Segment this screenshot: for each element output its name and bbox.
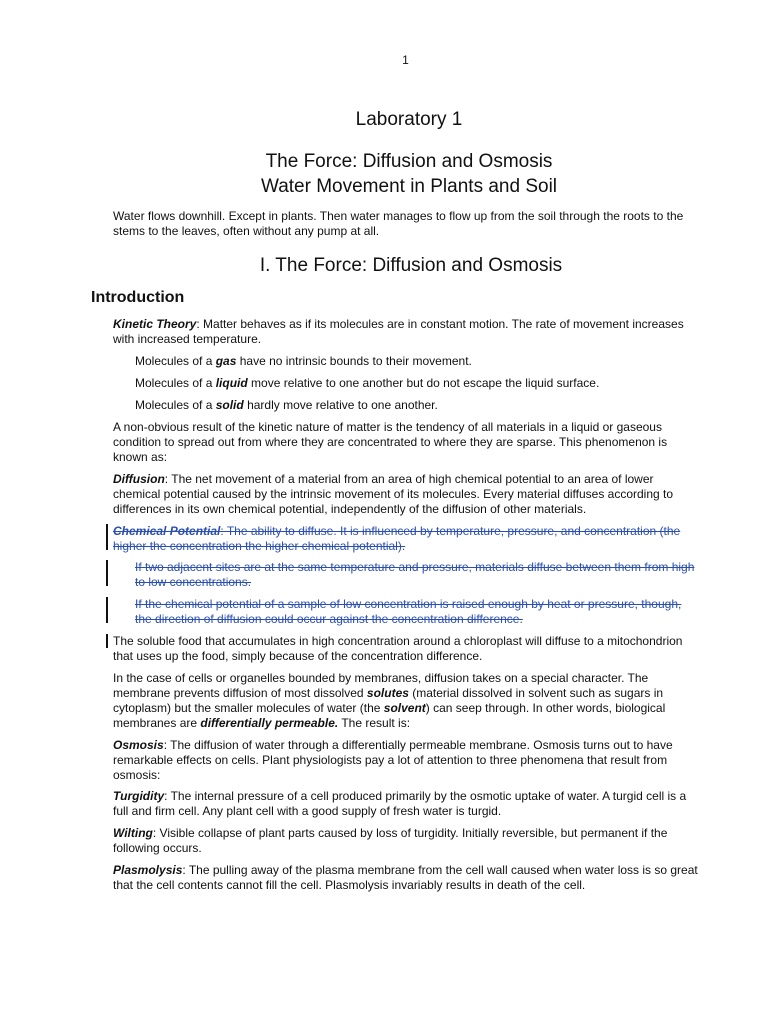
solid-pre: Molecules of a [135,398,216,412]
chemical-potential-term: Chemical Potential [113,524,221,538]
chemical-potential-text: : The ability to diffuse. It is influenced by temperature, pressure, and concentration (the higher the concentration the higher chemical potential). [113,524,681,553]
struck-paragraph-1: If two adjacent sites are at the same temperature and pressure, materials diffuse between them from high to low concentrations. [135,560,695,589]
membranes-text-4: The result is: [338,716,411,730]
membranes-paragraph [113,671,701,731]
liquid-pre: Molecules of a [135,376,216,390]
plasmolysis-text: : The pulling away of the plasma membrane from the cell wall caused when water loss is so great that the cell contents cannot fill the cell. Plasmolysis invariably results in death of the cell. [113,863,698,892]
struck-paragraph-2: If the chemical potential of a sample of low concentration is raised enough by heat or pressure, though, the direction of diffusion could occur against the concentration difference. [135,597,682,626]
differentially-permeable-term: differentially permeable. [200,716,339,730]
osmosis-text: : The diffusion of water through a differentially permeable membrane. Osmosis turns out to have remarkable effects on cells. Plant physiologists pay a lot of attention to three phenomena that result from osmosis: [113,738,673,782]
diffusion-paragraph [113,472,701,517]
gas-pre: Molecules of a [135,354,216,368]
diffusion-text: : The net movement of a material from an area of high chemical potential to an area of lower chemical potential caused by the intrinsic movement of its molecules. Every material diffuses according to differences in its own chemical potential, independently of the diffusion of other materials. [113,472,674,516]
change-bar [106,634,108,648]
gas-post: have no intrinsic bounds to their movement. [236,354,472,368]
page-number: 1 [402,53,409,67]
plasmolysis-paragraph [113,863,701,893]
turgidity-text: : The internal pressure of a cell produced primarily by the osmotic uptake of water. A turgid cell is a full and firm cell. Any plant cell with a good supply of fresh water is turgid. [113,789,687,818]
kinetic-theory-term: Kinetic Theory [113,317,197,331]
non-obvious-paragraph: A non-obvious result of the kinetic nature of matter is the tendency of all materials in a liquid or gaseous condition to spread out from where they are concentrated to where they are sparse. This phenomenon is known as: [113,420,668,464]
liquid-line [135,376,705,391]
gas-line [135,354,705,369]
lead-paragraph: Water flows downhill. Except in plants. Then water manages to flow up from the soil through the roots to the stems to the leaves, often without any pump at all. [113,209,684,238]
diffusion-term: Diffusion [113,472,165,486]
osmosis-paragraph [113,738,701,783]
title-line-1: The Force: Diffusion and Osmosis [265,151,553,172]
liquid-term: liquid [215,376,248,390]
turgidity-term: Turgidity [113,789,165,803]
membranes-text-3: ) can seep through. In other words, biological membranes are [113,701,666,730]
wilting-text: : Visible collapse of plant parts caused by loss of turgidity. Initially reversible, but permanent if the following occurs. [113,826,668,855]
kinetic-theory-paragraph [113,317,701,347]
change-bar [106,597,108,623]
solid-post: hardly move relative to one another. [243,398,438,412]
gas-term: gas [215,354,237,368]
turgidity-paragraph [113,789,701,819]
kinetic-theory-text: : Matter behaves as if its molecules are in constant motion. The rate of movement increases with increased temperature. [113,317,684,346]
wilting-term: Wilting [113,826,153,840]
introduction-heading: Introduction [91,289,185,306]
title-line-2: Water Movement in Plants and Soil [260,176,558,197]
section-title: I. The Force: Diffusion and Osmosis [259,255,563,276]
chemical-potential-paragraph [113,524,701,554]
plasmolysis-term: Plasmolysis [113,863,183,877]
lab-title: Laboratory 1 [355,109,463,130]
change-bar [106,560,108,586]
solutes-term: solutes [366,686,409,700]
osmosis-term: Osmosis [113,738,164,752]
change-bar [106,524,108,550]
solid-line [135,398,705,413]
liquid-post: move relative to one another but do not escape the liquid surface. [247,376,600,390]
wilting-paragraph [113,826,701,856]
solvent-term: solvent [383,701,426,715]
membranes-text-2: (material dissolved in solvent such as sugars in cytoplasm) but the smaller molecules of water (the [113,686,664,715]
soluble-food-paragraph: The soluble food that accumulates in high concentration around a chloroplast will diffuse to a mitochondrion that uses up the food, simply because of the concentration difference. [113,634,683,663]
solid-term: solid [215,398,244,412]
membranes-text-1: In the case of cells or organelles bounded by membranes, diffusion takes on a special character. The membrane prevents diffusion of most dissolved [113,671,649,700]
